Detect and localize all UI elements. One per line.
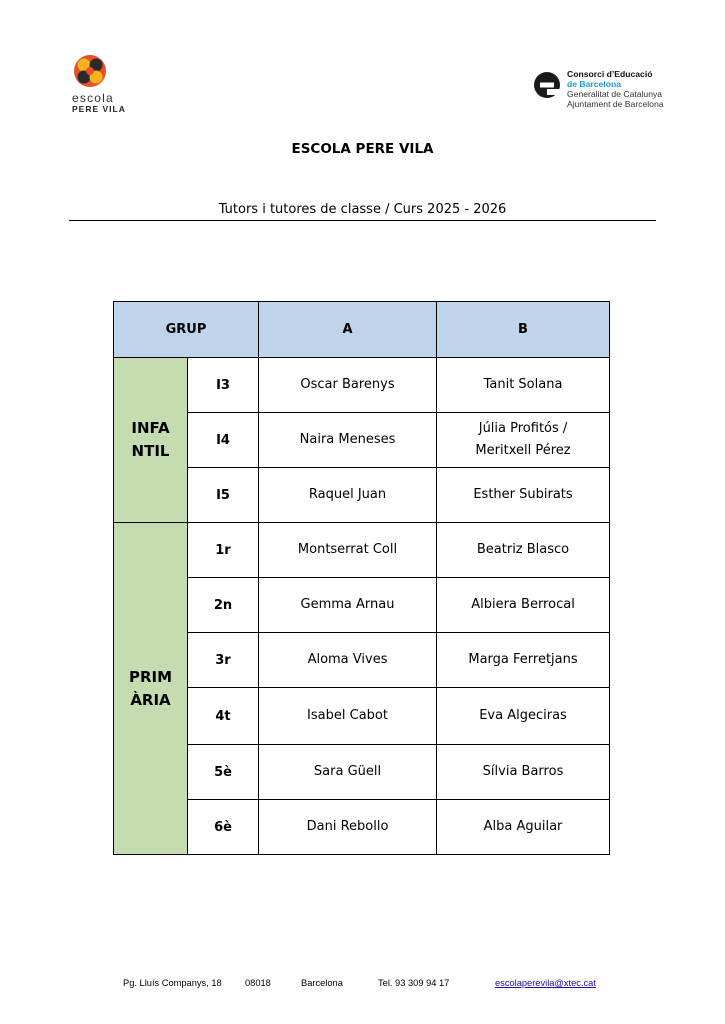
- footer-postal-code: 08018: [245, 978, 271, 988]
- footer-address: Pg. Lluís Companys, 18: [123, 978, 222, 988]
- document-title: ESCOLA PERE VILA: [291, 141, 434, 157]
- tutor-b-cell: Marga Ferretjans: [437, 633, 610, 688]
- tutor-a-cell: Isabel Cabot: [259, 688, 437, 745]
- consorci-logo-line2: de Barcelona: [567, 79, 621, 89]
- table-row: [114, 745, 610, 800]
- tutors-table: [113, 301, 610, 855]
- footer-email-link[interactable]: escolaperevila@xtec.cat: [495, 978, 596, 988]
- consorci-e-icon: [533, 69, 561, 101]
- stage-infantil-line1: INFA: [131, 419, 170, 437]
- table-row: [114, 413, 610, 468]
- group-cell: 2n: [188, 578, 259, 633]
- consorci-logo: [533, 69, 664, 109]
- group-cell: 6è: [188, 800, 259, 855]
- tutor-a-cell: Gemma Arnau: [259, 578, 437, 633]
- tutor-a-cell: Dani Rebollo: [259, 800, 437, 855]
- group-cell: 4t: [188, 688, 259, 745]
- tutor-b-cell: [437, 413, 610, 468]
- tutor-a-cell: Raquel Juan: [259, 468, 437, 523]
- stage-primaria-line1: PRIM: [128, 667, 173, 686]
- table-row: [114, 523, 610, 578]
- table-row: [114, 633, 610, 688]
- tutor-b-cell: Sílvia Barros: [437, 745, 610, 800]
- table-row: [114, 578, 610, 633]
- stage-infantil: [114, 358, 188, 523]
- group-cell: 1r: [188, 523, 259, 578]
- group-cell: I5: [188, 468, 259, 523]
- tutor-b-cell: Esther Subirats: [437, 468, 610, 523]
- tutor-b-cell: Tanit Solana: [437, 358, 610, 413]
- tutor-a-cell: Naira Meneses: [259, 413, 437, 468]
- tutor-a-cell: Montserrat Coll: [259, 523, 437, 578]
- table-row: [114, 800, 610, 855]
- tutor-a-cell: Sara Güell: [259, 745, 437, 800]
- tutor-b-line1: Júlia Profitós /: [478, 421, 568, 436]
- group-cell: I3: [188, 358, 259, 413]
- footer-phone: Tel. 93 309 94 17: [378, 978, 450, 988]
- group-cell: 3r: [188, 633, 259, 688]
- tutor-b-cell: Albiera Berrocal: [437, 578, 610, 633]
- header-grup: GRUP: [114, 302, 259, 358]
- tutor-b-cell: Beatriz Blasco: [437, 523, 610, 578]
- tutor-b-cell: Eva Algeciras: [437, 688, 610, 745]
- footer-city: Barcelona: [301, 978, 343, 988]
- group-cell: I4: [188, 413, 259, 468]
- stage-primaria-line2: ÀRIA: [130, 690, 171, 709]
- stage-infantil-line2: NTIL: [131, 442, 170, 460]
- group-cell: 5è: [188, 745, 259, 800]
- table-row: [114, 688, 610, 745]
- document-subtitle: Tutors i tutores de classe / Curs 2025 - 2026: [218, 202, 507, 217]
- header-a: A: [259, 302, 437, 358]
- school-logo-line2: PERE VILA: [72, 104, 126, 114]
- tutor-a-cell: Oscar Barenys: [259, 358, 437, 413]
- school-logo: [72, 54, 142, 115]
- stage-primaria: [114, 523, 188, 855]
- consorci-logo-line4: Ajuntament de Barcelona: [567, 99, 664, 109]
- tutor-a-cell: Aloma Vives: [259, 633, 437, 688]
- school-logo-line1: escola: [72, 91, 114, 105]
- table-row: [114, 358, 610, 413]
- table-row: [114, 468, 610, 523]
- consorci-logo-line1: Consorci d’Educació: [567, 69, 653, 79]
- table-header-row: [114, 302, 610, 358]
- tutor-b-line2: Meritxell Pérez: [475, 443, 571, 458]
- consorci-logo-line3: Generalitat de Catalunya: [567, 89, 663, 99]
- title-divider: [69, 220, 656, 221]
- tutor-b-cell: Alba Aguilar: [437, 800, 610, 855]
- header-b: B: [437, 302, 610, 358]
- school-logo-icon: [72, 54, 108, 88]
